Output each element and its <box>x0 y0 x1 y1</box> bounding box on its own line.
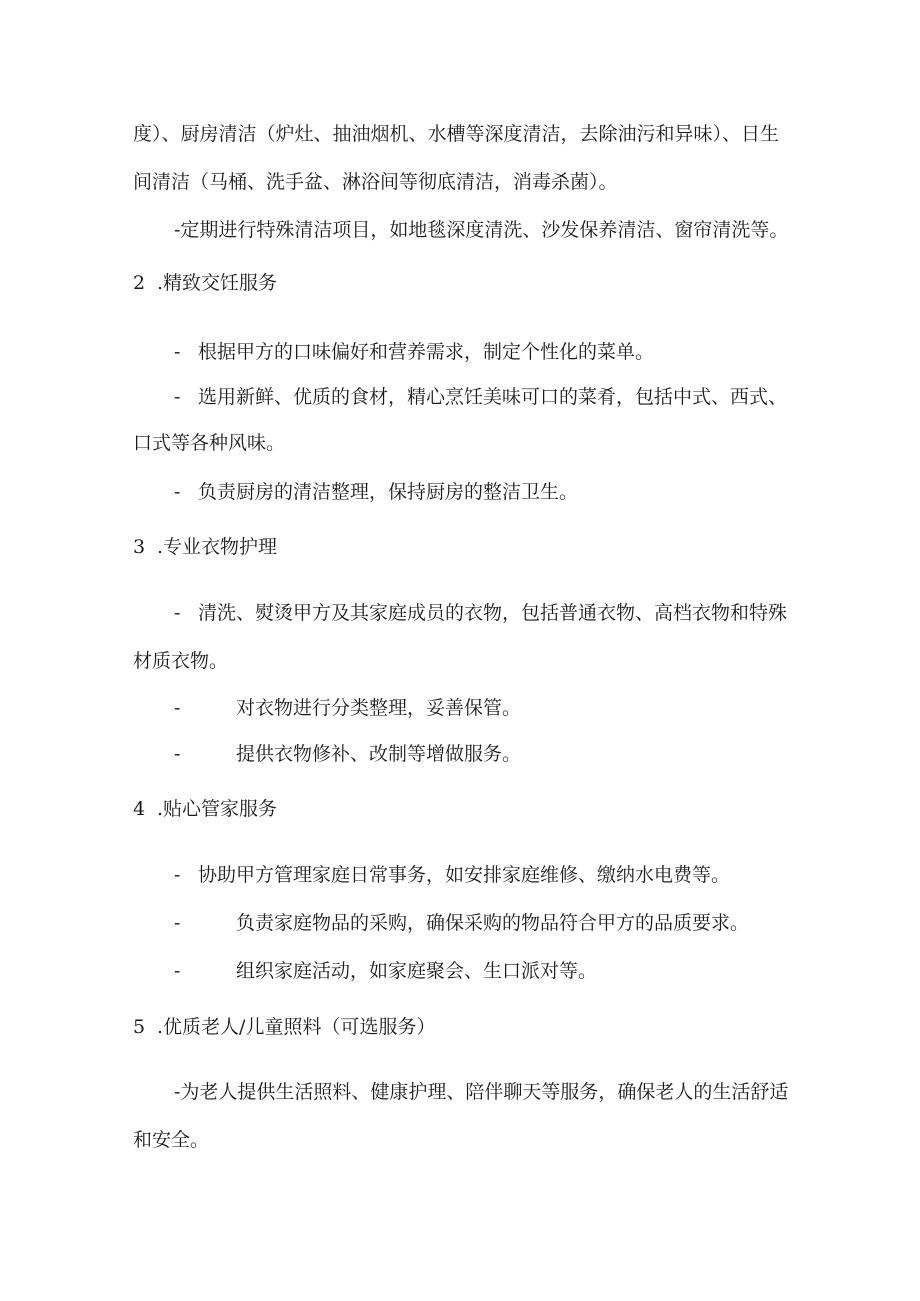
list-item <box>174 601 787 625</box>
list-item-text: 选用新鲜、优质的食材，精心烹饪美味可口的菜肴，包括中式、西式、 <box>198 386 788 408</box>
list-item <box>174 385 787 409</box>
list-item-text: 组织家庭活动，如家庭聚会、生口派对等。 <box>236 960 598 982</box>
section-title: .精致交饪服务 <box>157 272 278 294</box>
list-item <box>174 911 749 935</box>
list-item <box>174 480 578 504</box>
section-number: 3 <box>133 536 146 558</box>
list-dash: - <box>174 1081 181 1103</box>
list-item-text: 对衣物进行分类整理，妥善保管。 <box>236 697 522 719</box>
list-item <box>174 1080 788 1104</box>
list-dash: - <box>174 960 181 982</box>
list-item <box>174 959 597 983</box>
list-item-continuation: 和安全。 <box>133 1129 210 1151</box>
list-item-text: 根据甲方的口味偏好和营养需求，制定个性化的菜单。 <box>198 341 655 363</box>
list-item-text: 清洗、熨烫甲方及其家庭成员的衣物，包括普通衣物、高档衣物和特殊 <box>198 602 788 624</box>
list-dash: - <box>174 341 181 363</box>
list-item-text: 负责家庭物品的采购，确保采购的物品符合甲方的品质要求。 <box>236 912 750 934</box>
section-heading <box>133 535 277 559</box>
section-heading <box>133 1015 435 1039</box>
list-item-text: 协助甲方管理家庭日常事务，如安排家庭维修、缴纳水电费等。 <box>198 864 731 886</box>
paragraph-line: 度）、厨房清洁（炉灶、抽油烟机、水槽等深度清洁，去除油污和异味）、日生 <box>133 123 780 145</box>
section-heading <box>133 271 277 295</box>
list-dash: - <box>174 386 181 408</box>
section-title: .贴心管家服务 <box>157 798 278 820</box>
list-item <box>174 863 730 887</box>
list-item-continuation: 口式等各种风味。 <box>133 432 286 454</box>
list-dash: - <box>174 481 181 503</box>
list-item: -定期进行特殊清洁项目，如地毯深度清洗、沙发保养清洁、窗帘清洗等。 <box>174 219 789 241</box>
section-number: 5 <box>133 1016 146 1038</box>
list-dash: - <box>174 864 181 886</box>
list-dash: - <box>174 912 181 934</box>
section-heading <box>133 797 277 821</box>
list-item-text: 负责厨房的清洁整理，保持厨房的整洁卫生。 <box>198 481 579 503</box>
list-item-continuation: 材质衣物。 <box>133 650 229 672</box>
list-dash: - <box>174 602 181 624</box>
list-item <box>174 742 521 766</box>
paragraph-line: 间清洁（马桶、洗手盆、淋浴间等彻底清洁，消毒杀菌）。 <box>133 171 618 193</box>
list-item-text: 提供衣物修补、改制等增做服务。 <box>236 743 522 765</box>
list-item-text: 为老人提供生活照料、健康护理、陪伴聊天等服务，确保老人的生活舒适 <box>180 1081 789 1103</box>
section-number: 4 <box>133 798 146 820</box>
section-title: .优质老人/儿童照料（可选服务） <box>157 1016 436 1038</box>
section-number: 2 <box>133 272 146 294</box>
list-dash: - <box>174 743 181 765</box>
list-dash: - <box>174 697 181 719</box>
section-title: .专业衣物护理 <box>157 536 278 558</box>
list-item <box>174 696 521 720</box>
list-item <box>174 340 654 364</box>
